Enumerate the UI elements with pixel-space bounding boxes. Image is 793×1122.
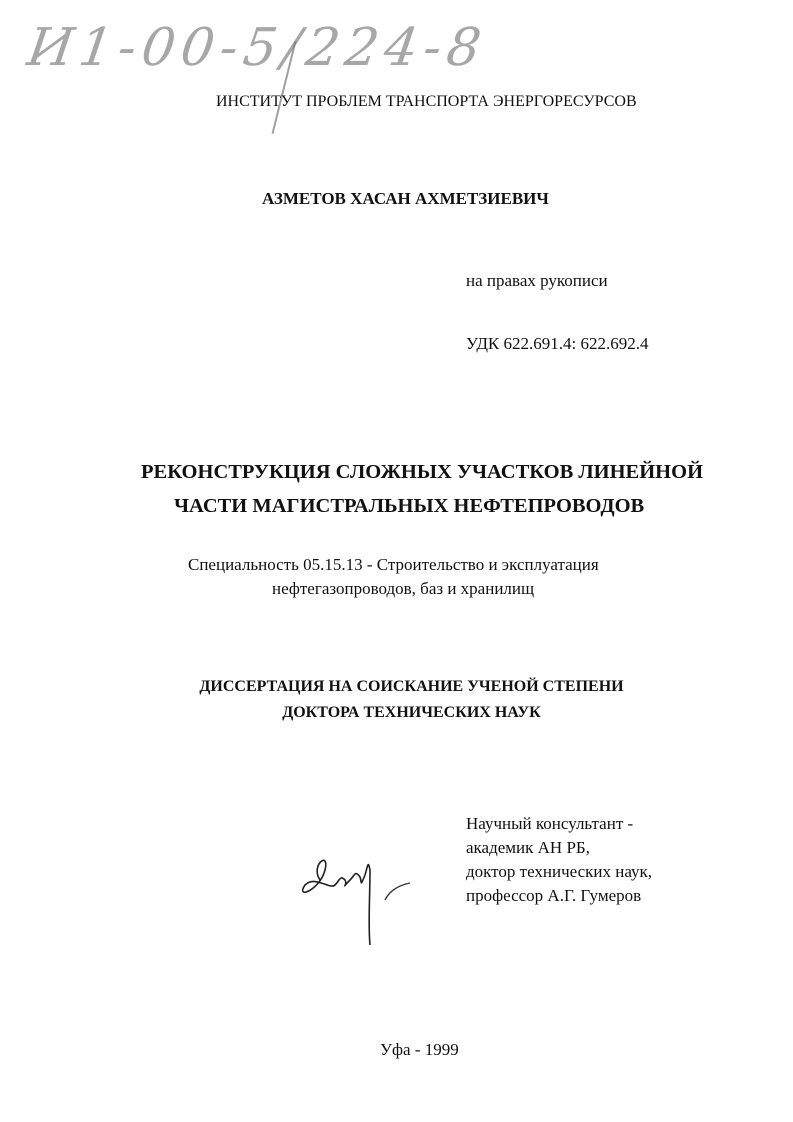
consultant-line-2: академик АН РБ, — [466, 838, 590, 857]
institute-name: ИНСТИТУТ ПРОБЛЕМ ТРАНСПОРТА ЭНЕРГОРЕСУРСОВ — [216, 93, 637, 110]
handwritten-archive-number: И1-00-5/224-8 — [23, 18, 491, 78]
consultant-line-3: доктор технических наук, — [466, 862, 653, 881]
specialty-line-1: Специальность 05.15.13 - Строительство и эксплуатация — [188, 555, 599, 574]
consultant-line-4: профессор А.Г. Гумеров — [466, 886, 642, 905]
consultant-line-1: Научный консультант - — [466, 814, 634, 833]
place-and-year: Уфа - 1999 — [380, 1040, 459, 1059]
author-name: АЗМЕТОВ ХАСАН АХМЕТЗИЕВИЧ — [262, 189, 549, 208]
udc-code: УДК 622.691.4: 622.692.4 — [466, 334, 649, 353]
signature — [290, 845, 420, 965]
dissertation-line-1: ДИССЕРТАЦИЯ НА СОИСКАНИЕ УЧЕНОЙ СТЕПЕНИ — [199, 678, 624, 695]
manuscript-note: на правах рукописи — [466, 271, 608, 290]
title-line-2: ЧАСТИ МАГИСТРАЛЬНЫХ НЕФТЕПРОВОДОВ — [174, 495, 645, 517]
specialty-line-2: нефтегазопроводов, баз и хранилищ — [272, 579, 535, 598]
dissertation-line-2: ДОКТОРА ТЕХНИЧЕСКИХ НАУК — [282, 704, 541, 721]
title-line-1: РЕКОНСТРУКЦИЯ СЛОЖНЫХ УЧАСТКОВ ЛИНЕЙНОЙ — [141, 461, 704, 483]
